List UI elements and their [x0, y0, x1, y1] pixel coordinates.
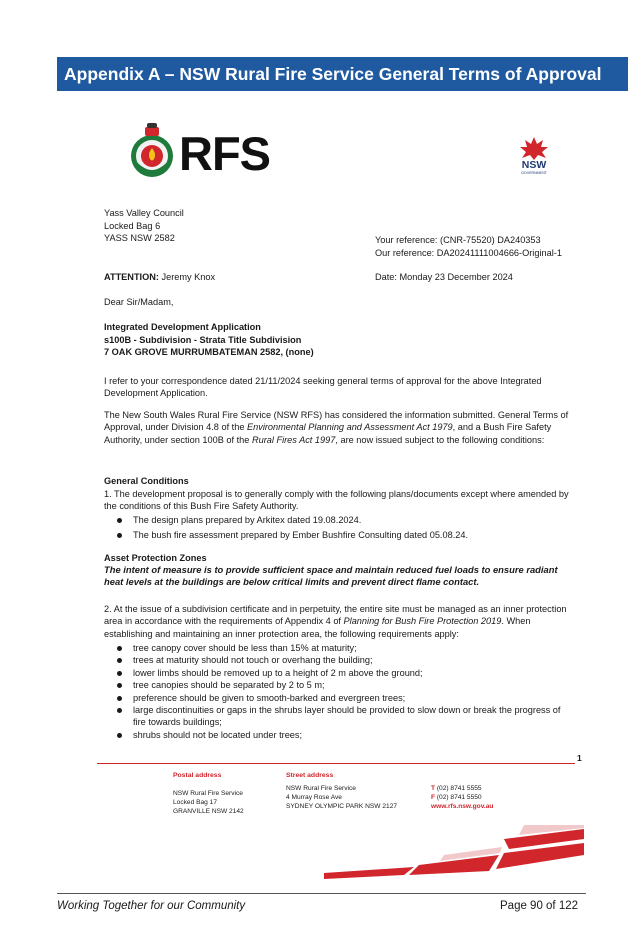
postal-line: Locked Bag 17	[173, 799, 217, 806]
postal-line: GRANVILLE NSW 2142	[173, 808, 244, 815]
salutation: Dear Sir/Madam,	[104, 297, 174, 307]
apz-text-c: . When establishing and maintaining an inner protection area, the following requirements apply:	[104, 616, 531, 639]
apz-text-a: 2. At the issue of a subdivision certificate and in perpetuity, the entire site must be managed as an inner protection area in accordance with the requirements of Appendix 4 of	[104, 604, 567, 627]
footer-page-number: Page 90 of 122	[500, 900, 579, 912]
bullet-icon	[117, 646, 122, 651]
postal-line: NSW Rural Fire Service	[173, 790, 243, 797]
bullet-icon	[117, 658, 122, 663]
fax-line	[431, 794, 482, 802]
street-line: SYDNEY OLYMPIC PARK NSW 2127	[286, 803, 398, 810]
phone-number: (02) 8741 5555	[435, 785, 482, 792]
list-item-text: The design plans prepared by Arkitex dated 19.08.2024.	[133, 515, 362, 525]
list-item-text: The bush fire assessment prepared by Ember Bushfire Consulting dated 05.08.24.	[133, 530, 469, 541]
nsw-logo-subtext: GOVERNMENT	[521, 171, 547, 175]
appendix-banner: Appendix A – NSW Rural Fire Service General Terms of Approval	[57, 57, 628, 91]
footer-slogan: Working Together for our Community	[57, 900, 246, 912]
attention-label: ATTENTION:	[104, 272, 159, 282]
letter-page-number: 1	[577, 753, 582, 763]
assessment-text-e: , are now issued subject to the following conditions:	[335, 434, 545, 445]
list-item-text: tree canopy cover should be less than 15% at maturity;	[133, 643, 357, 653]
general-conditions-heading: General Conditions	[104, 476, 189, 486]
fax-number: (02) 8741 5550	[435, 794, 482, 801]
your-reference: Your reference: (CNR-75520) DA240353	[375, 235, 541, 245]
list-item	[104, 654, 574, 666]
bullet-icon	[117, 533, 122, 538]
list-item	[104, 529, 570, 541]
recipient-line-2: Locked Bag 6	[104, 221, 161, 231]
bullet-icon	[117, 518, 122, 523]
assessment-text-c: , and a Bush Fire Safety Authority, under section 100B of the	[104, 422, 552, 445]
rfs-logo	[129, 123, 279, 183]
list-item	[104, 692, 574, 704]
list-item-text: tree canopies should be separated by 2 to 5 m;	[133, 680, 325, 691]
our-reference: Our reference: DA20241111004666-Original-1	[375, 248, 562, 258]
pbp-title: Planning for Bush Fire Protection 2019	[343, 616, 502, 627]
street-address-heading: Street address	[286, 772, 334, 779]
rfs-logo-text: RFS	[179, 127, 270, 180]
list-item	[104, 667, 574, 679]
apz-condition-text	[104, 603, 570, 640]
phone-label: T	[431, 785, 436, 792]
subject-line-1: Integrated Development Application	[104, 322, 261, 332]
letter-date: Date: Monday 23 December 2024	[375, 272, 513, 282]
bullet-icon	[117, 683, 122, 688]
list-item-text: preference should be given to smooth-barked and evergreen trees;	[133, 692, 406, 703]
general-conditions-text: 1. The development proposal is to generally comply with the following plans/documents except where amended by the conditions of this Bush Fire Safety Authority.	[104, 489, 569, 512]
assessment-text-a: The New South Wales Rural Fire Service (NSW RFS) has considered the information submitted. General Terms of Approval, under Division 4.8 of the	[104, 410, 569, 433]
list-item	[104, 729, 574, 741]
subject-line-2: s100B - Subdivision - Strata Title Subdivision	[104, 335, 302, 345]
bullet-icon	[117, 696, 122, 701]
bullet-icon	[117, 733, 122, 738]
website-link[interactable]: www.rfs.nsw.gov.au	[431, 803, 494, 810]
rural-fires-act-title: Rural Fires Act 1997	[251, 434, 336, 445]
list-item	[104, 679, 574, 691]
apz-heading: Asset Protection Zones	[104, 553, 207, 563]
list-item-text: large discontinuities or gaps in the shrubs layer should be provided to slow down or break the progress of fire towards buildings;	[133, 705, 561, 728]
paragraph-assessment	[104, 409, 570, 446]
postal-address-heading: Postal address	[173, 772, 222, 779]
nsw-government-logo	[516, 136, 552, 184]
fax-label: F	[431, 794, 436, 801]
waratah-icon	[519, 136, 549, 160]
nsw-logo-text: NSW	[521, 159, 547, 171]
page-footer-rule	[57, 893, 586, 894]
list-item	[104, 514, 570, 526]
subject-line-3: 7 OAK GROVE MURRUMBATEMAN 2582, (none)	[104, 347, 314, 357]
apz-intent: The intent of measure is to provide sufficient space and maintain reduced fuel loads to ensure radiant heat levels at the buildings are below critical limits and prevent direct flame contact.	[104, 564, 558, 588]
paragraph-correspondence: I refer to your correspondence dated 21/11/2024 seeking general terms of approval for the above Integrated Development Application.	[104, 376, 542, 399]
rfs-chequer-graphic	[324, 825, 584, 880]
recipient-line-1: Yass Valley Council	[104, 208, 184, 218]
general-conditions-list	[104, 514, 570, 542]
attention-line	[104, 271, 215, 283]
street-line: 4 Murray Rose Ave	[286, 794, 342, 801]
list-item-text: trees at maturity should not touch or overhang the building;	[133, 655, 373, 666]
list-item-text: shrubs should not be located under trees;	[133, 729, 303, 740]
apz-requirements-list	[104, 642, 574, 741]
attention-name: Jeremy Knox	[158, 272, 216, 282]
bullet-icon	[117, 708, 122, 713]
phone-line	[431, 785, 482, 793]
list-item-text: lower limbs should be removed up to a height of 2 m above the ground;	[133, 667, 423, 678]
street-line: NSW Rural Fire Service	[286, 785, 356, 792]
recipient-line-3: YASS NSW 2582	[104, 233, 175, 243]
letter-footer-rule	[97, 763, 575, 764]
rfs-crest-icon	[129, 123, 175, 181]
list-item	[104, 704, 574, 729]
ep-act-title: Environmental Planning and Assessment Act 1979	[247, 422, 453, 433]
list-item	[104, 642, 574, 654]
bullet-icon	[117, 671, 122, 676]
